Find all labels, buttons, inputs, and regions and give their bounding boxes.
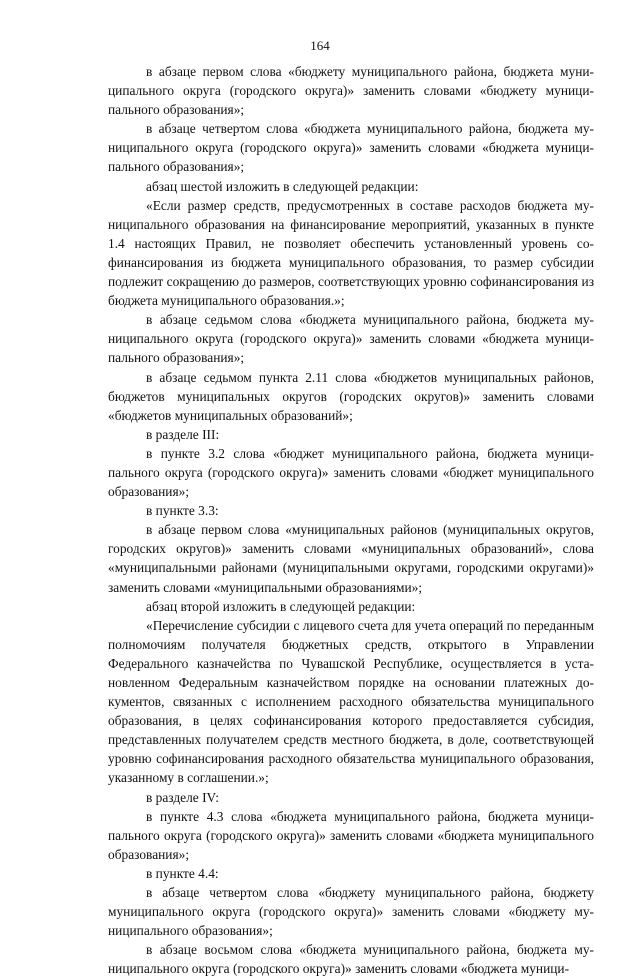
paragraph: в абзаце седьмом пункта 2.11 слова «бюджетов муниципальных районов, бюджетов муниципальных округов (городских округов)» заменить словами «бюджетов муниципальных образований»;: [108, 369, 594, 423]
paragraph: «Если размер средств, предусмотренных в составе расходов бюджета муниципального образования на финансирование мероприятий, указанных в пункте 1.4 настоящих Правил, не позволяет обеспечить установленный уровень софинансирования из бюджета муниципального образования, то размер субсидии подлежит сокращению до размеров, соответствующих уровню софинансирования из бюджета муниципального образования.»;: [108, 197, 594, 309]
paragraph: в абзаце седьмом слова «бюджета муниципального района, бюджета муниципального округа (городского округа)» заменить словами «бюджета муниципального образования»;: [108, 312, 594, 366]
section-heading: в разделе IV:: [146, 789, 219, 805]
paragraph: в абзаце четвертом слова «бюджета муниципального района, бюджета муниципального округа (городского округа)» заменить словами «бюджета муниципального образования»;: [108, 121, 594, 175]
paragraph: в абзаце восьмом слова «бюджета муниципального района, бюджета муниципального округа (городского округа)» заменить словами «бюджета муници-: [108, 942, 594, 977]
paragraph: в пункте 3.2 слова «бюджет муниципального района, бюджета муниципального округа (городского округа)» заменить словами «бюджет муниципального образования»;: [108, 445, 594, 500]
paragraph: в пункте 4.3 слова «бюджета муниципального района, бюджета муниципального округа (городского округа)» заменить словами «бюджета муниципального образования»;: [108, 808, 594, 862]
document-body: [108, 62, 594, 979]
paragraph: «Перечисление субсидии с лицевого счета для учета операций по переданным полномочиям получателя бюджетных средств, открытого в Управлении Федерального казначейства по Чувашской Республике, осуществляется в установленном Федеральным казначейством порядке на основании платежных документов, связанных с исполнением расходного обязательства муниципального образования, в целях софинансирования которого предоставляется субсидия, представленных получателем средств местного бюджета, в доле, соответствующей уровню софинансирования расходного обязательства муниципального образования, указанному в соглашении.»;: [108, 617, 594, 786]
paragraph: абзац второй изложить в следующей редакции:: [146, 598, 416, 614]
section-heading: в разделе III:: [146, 426, 220, 442]
clause-heading: в пункте 3.3:: [146, 503, 219, 519]
clause-heading: в пункте 4.4:: [146, 865, 219, 881]
paragraph: в абзаце первом слова «муниципальных районов (муниципальных округов, городских округов)» заменить словами «муниципальных образований», слова «муниципальными районами (муниципальными округами, городскими округами)» заменить словами «муниципальными образованиями»;: [108, 522, 594, 595]
paragraph: в абзаце первом слова «бюджету муниципального района, бюджета муниципального округа (городского округа)» заменить словами «бюджету муниципального образования»;: [108, 64, 594, 118]
paragraph: абзац шестой изложить в следующей редакции:: [146, 178, 419, 194]
page-number: 164: [310, 38, 330, 53]
paragraph: в абзаце четвертом слова «бюджету муниципального района, бюджету муниципального округа (городского округа)» заменить словами «бюджету муниципального образования»;: [108, 885, 594, 939]
